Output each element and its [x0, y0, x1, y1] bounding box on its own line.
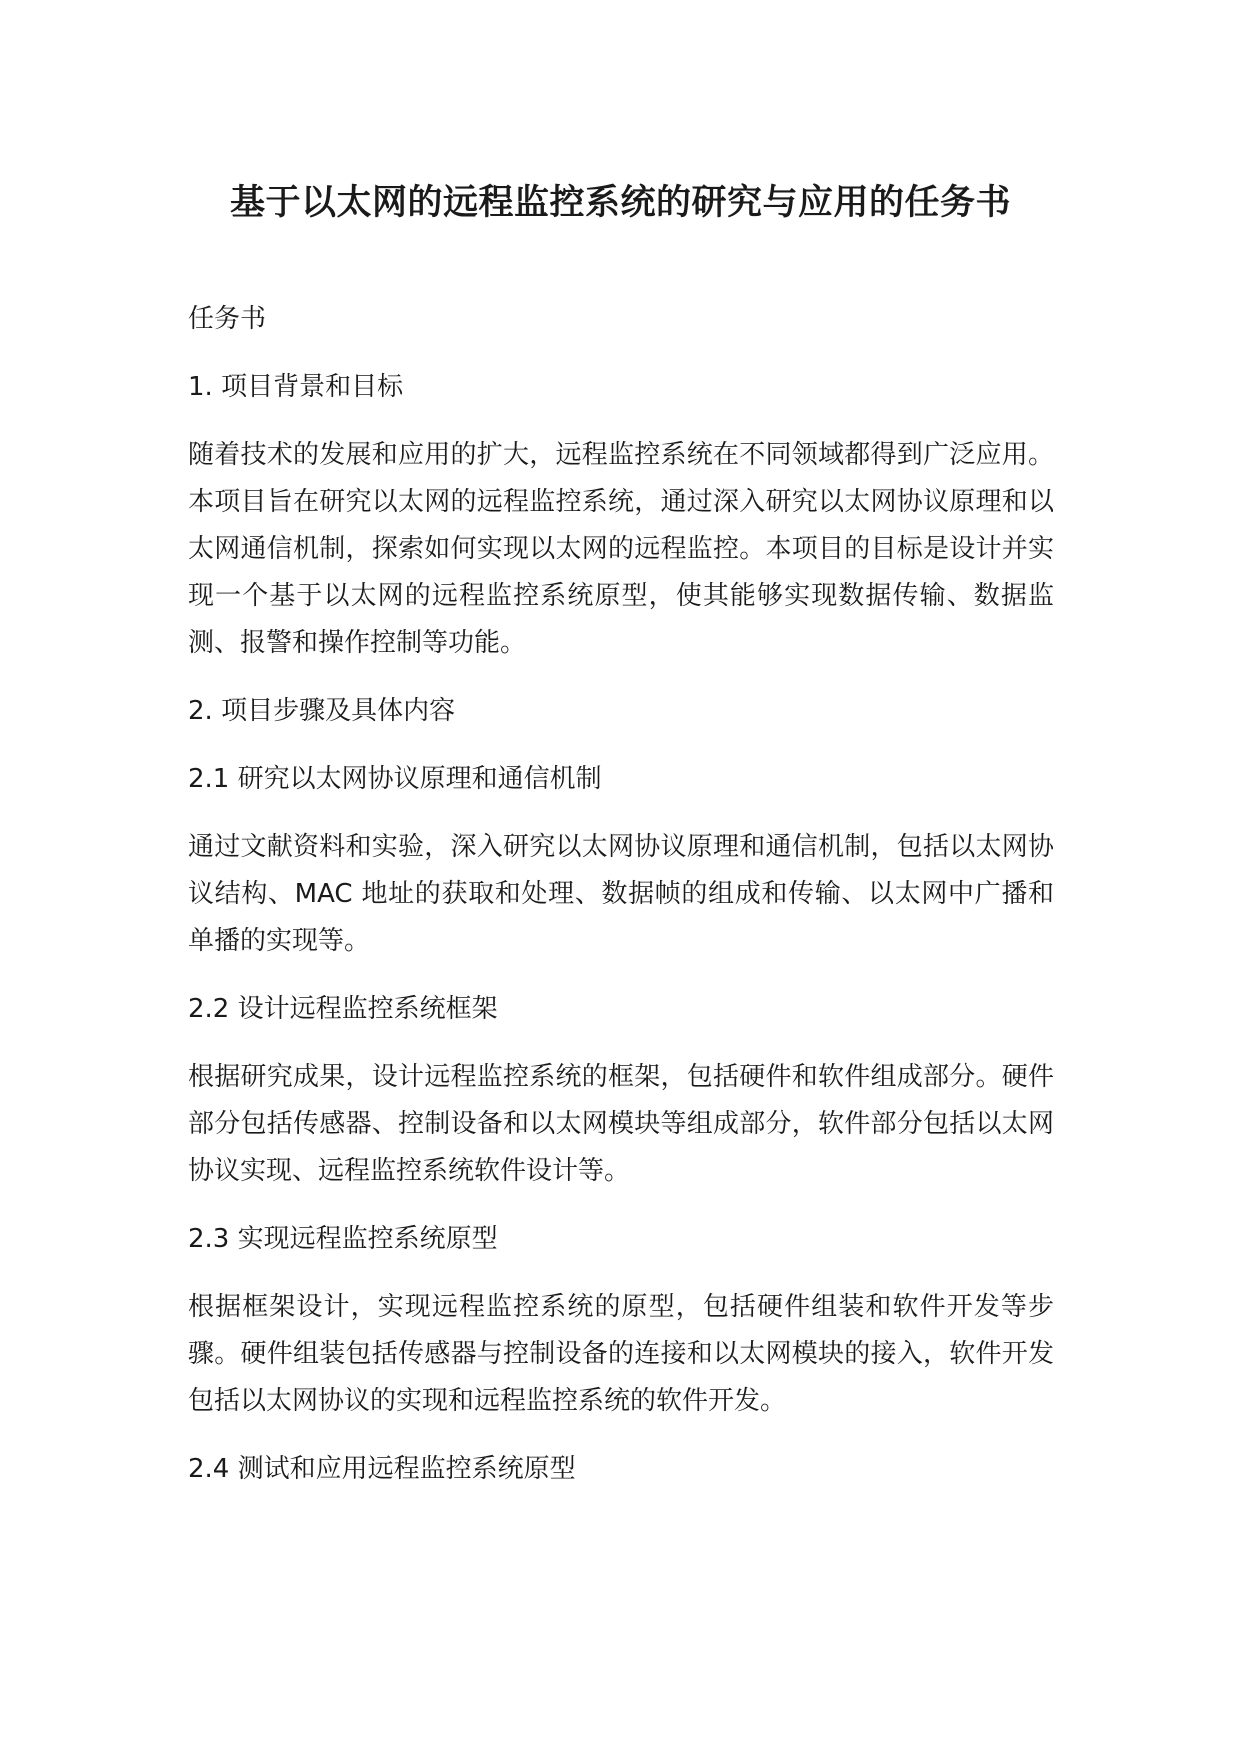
heading-2-4: 2.4 测试和应用远程监控系统原型: [188, 1454, 576, 1484]
heading-background-goals: 1. 项目背景和目标: [188, 372, 404, 402]
heading-2-3: 2.3 实现远程监控系统原型: [188, 1224, 498, 1254]
document-body: [188, 296, 1054, 1493]
heading-steps: 2. 项目步骤及具体内容: [188, 696, 456, 726]
document-title: 基于以太网的远程监控系统的研究与应用的任务书: [229, 183, 1011, 223]
paragraph-2-3: 根据框架设计，实现远程监控系统的原型，包括硬件组装和软件开发等步骤。硬件组装包括传感器与控制设备的连接和以太网模块的接入，软件开发包括以太网协议的实现和远程监控系统的软件开发。: [188, 1292, 1054, 1416]
heading-2-2: 2.2 设计远程监控系统框架: [188, 994, 498, 1024]
paragraph-2-2: 根据研究成果，设计远程监控系统的框架，包括硬件和软件组成部分。硬件部分包括传感器、控制设备和以太网模块等组成部分，软件部分包括以太网协议实现、远程监控系统软件设计等。: [188, 1062, 1054, 1186]
section-label: 任务书: [188, 304, 267, 334]
paragraph-2-1: 通过文献资料和实验，深入研究以太网协议原理和通信机制，包括以太网协议结构、MAC 地址的获取和处理、数据帧的组成和传输、以太网中广播和单播的实现等。: [188, 832, 1054, 956]
heading-2-1: 2.1 研究以太网协议原理和通信机制: [188, 764, 602, 794]
paragraph-background: 随着技术的发展和应用的扩大，远程监控系统在不同领域都得到广泛应用。本项目旨在研究以太网的远程监控系统，通过深入研究以太网协议原理和以太网通信机制，探索如何实现以太网的远程监控。本项目的目标是设计并实现一个基于以太网的远程监控系统原型，使其能够实现数据传输、数据监测、报警和操作控制等功能。: [188, 440, 1054, 658]
